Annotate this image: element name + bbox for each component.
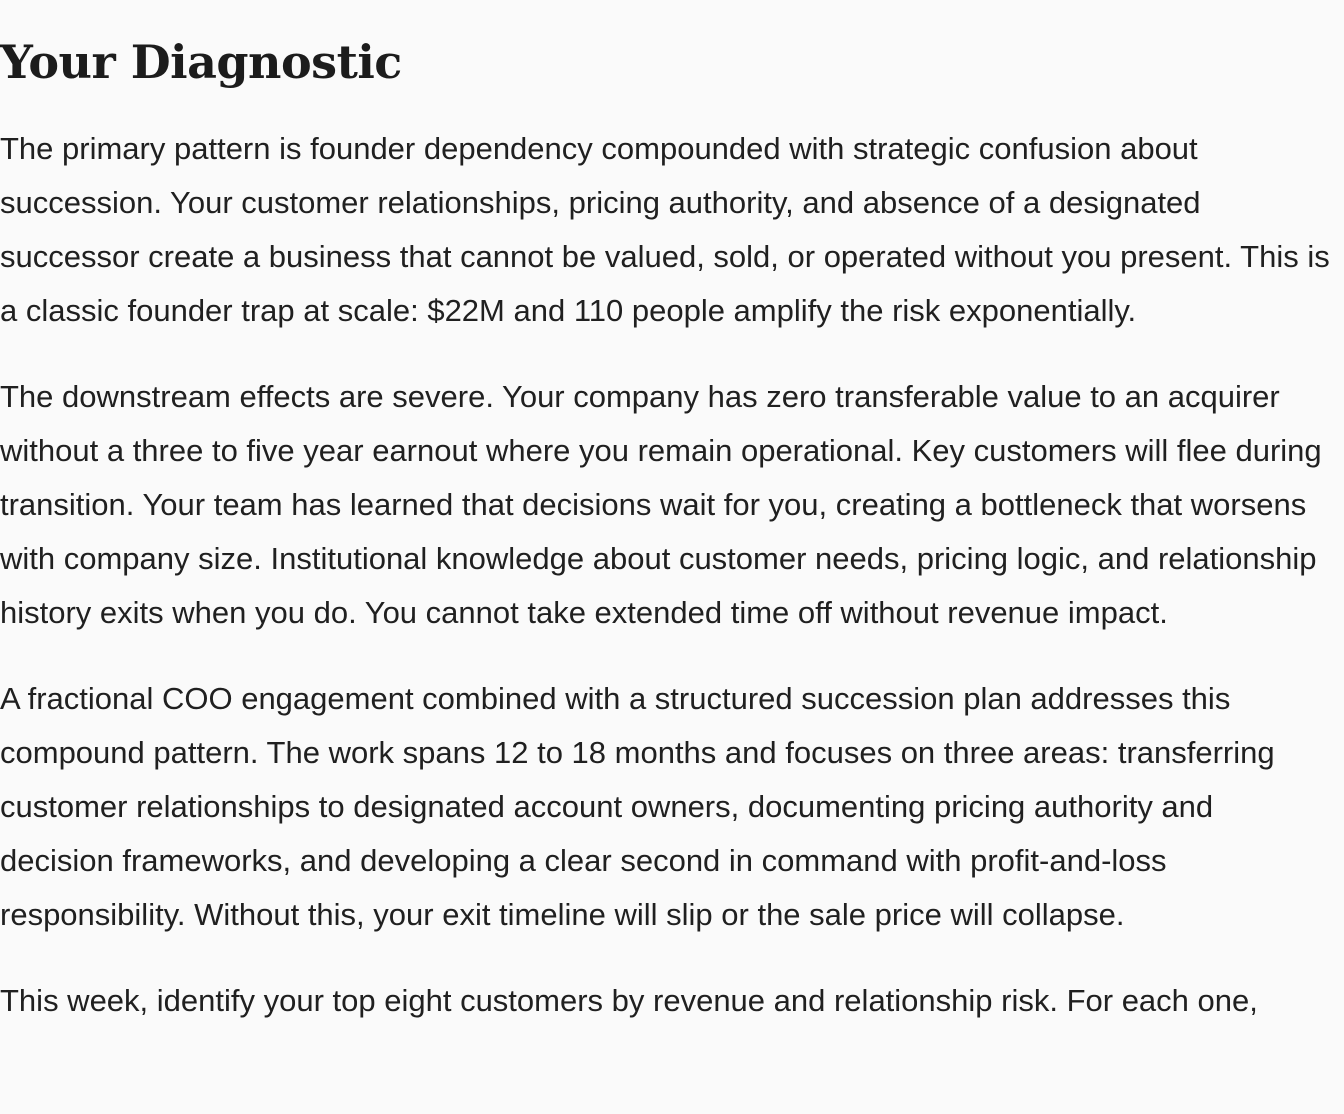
diagnostic-paragraph-1: The primary pattern is founder dependency compounded with strategic confusion about succession. Your customer relationships, pricing authority, and absence of a designated successor create a business that cannot be valued, sold, or operated without you present. This is a classic founder trap at scale: $22M and 110 people amplify the risk exponentially. <box>0 131 1330 328</box>
diagnostic-paragraph-3: A fractional COO engagement combined with a structured succession plan addresses this compound pattern. The work spans 12 to 18 months and focuses on three areas: transferring customer relationships to designated account owners, documenting pricing authority and decision frameworks, and developing a clear second in command with profit-and-loss responsibility. Without this, your exit timeline will slip or the sale price will collapse. <box>0 681 1275 932</box>
diagnostic-paragraph-4: This week, identify your top eight customers by revenue and relationship risk. For each one, <box>0 983 1258 1018</box>
page-title: Your Diagnostic <box>0 35 402 89</box>
diagnostic-paragraph-2: The downstream effects are severe. Your company has zero transferable value to an acquirer without a three to five year earnout where you remain operational. Key customers will flee during transition. Your team has learned that decisions wait for you, creating a bottleneck that worsens with company size. Institutional knowledge about customer needs, pricing logic, and relationship history exits when you do. You cannot take extended time off without revenue impact. <box>0 379 1322 630</box>
